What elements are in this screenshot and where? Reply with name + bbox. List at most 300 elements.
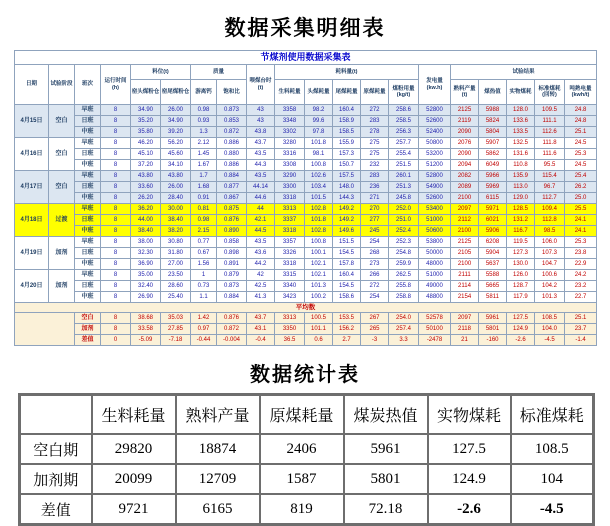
stats-value-cell: 2406 [260,434,344,464]
value-cell: 51200 [419,160,451,171]
value-cell: 2076 [451,138,479,149]
shift-cell: 中班 [75,127,101,138]
stats-value-cell: 819 [260,494,344,525]
value-cell: 0.77 [191,237,217,248]
stats-value-cell: 6165 [176,494,260,525]
value-cell: 126.0 [507,270,535,281]
summary-value-cell: 27.85 [161,324,191,335]
value-cell: 2111 [451,270,479,281]
summary-value-cell: 2118 [451,324,479,335]
value-cell: 8 [101,160,131,171]
value-cell: 8 [101,281,131,292]
value-cell: 24.5 [565,138,597,149]
value-cell: 3280 [275,138,305,149]
value-cell: 101.8 [305,138,333,149]
value-cell: 39.20 [161,127,191,138]
phase-cell: 加剂 [49,237,75,270]
value-cell: 102.6 [305,171,333,182]
header-cell: 标准煤耗(回转) [535,80,565,105]
value-cell: 50600 [419,226,451,237]
shift-cell: 日班 [75,149,101,160]
header-cell: 试验结果 [451,65,597,80]
header-cell: 发电量(kw.h) [419,65,451,105]
shift-cell: 早班 [75,138,101,149]
data-row [15,204,597,215]
date-cell: 4月20日 [15,270,49,303]
value-cell: 266 [361,270,389,281]
value-cell: 8 [101,127,131,138]
value-cell: 236 [361,182,389,193]
shift-cell: 早班 [75,171,101,182]
summary-value-cell: 35.03 [161,313,191,324]
value-cell: 100.8 [305,237,333,248]
value-cell: 252.4 [389,226,419,237]
value-cell: 3337 [275,215,305,226]
value-cell: 23.2 [565,281,597,292]
summary-value-cell: -1.4 [565,335,597,346]
header-cell: 喂煤台时(t) [247,65,275,105]
value-cell: 5588 [479,270,507,281]
value-cell: 272 [361,281,389,292]
value-cell: 25.3 [565,149,597,160]
value-cell: 273 [361,259,389,270]
average-row [15,303,597,313]
stats-row [20,434,594,464]
value-cell: 2125 [451,237,479,248]
header-cell: 窑尾煤粉仓 [161,80,191,105]
value-cell: 52800 [419,171,451,182]
value-cell: 30.00 [161,204,191,215]
value-cell: 112.7 [535,193,565,204]
summary-value-cell: 2097 [451,313,479,324]
value-cell: 6049 [479,160,507,171]
summary-value-cell: 124.9 [507,324,535,335]
stats-header-cell: 标准煤耗 [511,395,594,435]
value-cell: 0.858 [217,237,247,248]
value-cell: 43.80 [161,171,191,182]
value-cell: 37.20 [131,160,161,171]
value-cell: 3348 [275,116,305,127]
value-cell: 22.7 [565,292,597,303]
value-cell: 2105 [451,248,479,259]
phase-cell: 空白 [49,105,75,138]
value-cell: 251.5 [389,160,419,171]
summary-row [15,324,597,335]
value-cell: 3315 [275,270,305,281]
date-cell: 4月15日 [15,105,49,138]
data-row [15,149,597,160]
summary-value-cell: 38.68 [131,313,161,324]
value-cell: 43 [247,105,275,116]
value-cell: 5862 [479,149,507,160]
summary-value-cell: 156.2 [333,324,361,335]
value-cell: 8 [101,116,131,127]
value-cell: 104.2 [535,281,565,292]
summary-value-cell: 257.4 [389,324,419,335]
value-cell: 104.7 [535,259,565,270]
value-cell: 149.6 [333,226,361,237]
shift-cell: 早班 [75,270,101,281]
value-cell: 3300 [275,182,305,193]
value-cell: 36.90 [131,259,161,270]
value-cell: 109.5 [535,105,565,116]
value-cell: 98.1 [305,149,333,160]
summary-value-cell: 0.876 [217,313,247,324]
value-cell: 256.3 [389,127,419,138]
value-cell: 35.00 [131,270,161,281]
data-row [15,259,597,270]
value-cell: 155.9 [333,138,361,149]
value-cell: 97.8 [305,127,333,138]
shift-cell: 早班 [75,105,101,116]
value-cell: 148.0 [333,182,361,193]
summary-value-cell: 5801 [479,324,507,335]
value-cell: 34.10 [161,160,191,171]
summary-value-cell: 33.58 [131,324,161,335]
value-cell: 50800 [419,138,451,149]
value-cell: 8 [101,292,131,303]
summary-value-cell: 1.42 [191,313,217,324]
value-cell: 100.2 [305,292,333,303]
value-cell: 95.5 [535,160,565,171]
shift-cell: 中班 [75,292,101,303]
value-cell: 251.0 [389,215,419,226]
value-cell: 52600 [419,116,451,127]
value-cell: 43.80 [131,171,161,182]
value-cell: 43.8 [247,127,275,138]
value-cell: 30.80 [161,237,191,248]
stats-value-cell: -2.6 [428,494,511,525]
value-cell: 5804 [479,127,507,138]
value-cell: 283 [361,116,389,127]
stats-header-cell: 实物煤耗 [428,395,511,435]
value-cell: 130.0 [507,259,535,270]
value-cell: 0.884 [217,171,247,182]
value-cell: 128.0 [507,105,535,116]
value-cell: 52600 [419,193,451,204]
collection-table-title: 节煤剂使用数据采集表 [15,51,597,65]
value-cell: 128.7 [507,281,535,292]
value-cell: 271 [361,193,389,204]
value-cell: 43.5 [247,237,275,248]
summary-value-cell: 52578 [419,313,451,324]
value-cell: 268 [361,248,389,259]
value-cell: 149.2 [333,215,361,226]
value-cell: 102.1 [305,259,333,270]
header-cell: 熟料产量(t) [451,80,479,105]
value-cell: 8 [101,149,131,160]
header-row-1 [15,65,597,80]
value-cell: 158.5 [333,127,361,138]
summary-value-cell: -2478 [419,335,451,346]
value-cell: 257.7 [389,138,419,149]
shift-cell: 日班 [75,248,101,259]
header-cell: 实物煤耗 [507,80,535,105]
value-cell: 2090 [451,127,479,138]
value-cell: 99.6 [305,116,333,127]
value-cell: 106.0 [535,237,565,248]
value-cell: 252.0 [389,204,419,215]
summary-value-cell: -2.6 [507,335,535,346]
value-cell: 6021 [479,215,507,226]
summary-value-cell: 8 [101,313,131,324]
data-row [15,182,597,193]
value-cell: 44 [247,204,275,215]
value-cell: 2090 [451,149,479,160]
stats-value-cell: 20099 [92,464,176,494]
header-cell: 煤热值 [479,80,507,105]
value-cell: 8 [101,182,131,193]
value-cell: 0.877 [217,182,247,193]
value-cell: 3340 [275,281,305,292]
value-cell: 0.891 [217,259,247,270]
value-cell: 27.00 [161,259,191,270]
value-cell: 154.5 [333,248,361,259]
date-cell: 4月19日 [15,237,49,270]
value-cell: 258.5 [389,116,419,127]
value-cell: 102.8 [305,226,333,237]
value-cell: 43.7 [247,138,275,149]
value-cell: 43.5 [247,171,275,182]
value-cell: 100.8 [305,160,333,171]
value-cell: 0.880 [217,149,247,160]
value-cell: 26.00 [161,105,191,116]
value-cell: 112.8 [535,215,565,226]
value-cell: 54900 [419,182,451,193]
summary-value-cell: 100.5 [305,313,333,324]
summary-value-cell: -160 [479,335,507,346]
value-cell: 98.2 [305,105,333,116]
summary-row [15,313,597,324]
value-cell: 100.1 [305,248,333,259]
value-cell: 1.3 [191,127,217,138]
phase-cell: 空白 [49,171,75,204]
value-cell: 3316 [275,149,305,160]
value-cell: 31.80 [161,248,191,259]
value-cell: 1.1 [191,292,217,303]
value-cell: 28.60 [161,281,191,292]
stats-value-cell: -4.5 [511,494,594,525]
value-cell: 2100 [451,226,479,237]
shift-cell: 中班 [75,226,101,237]
stats-table-body [20,434,594,525]
value-cell: 6208 [479,237,507,248]
data-row [15,105,597,116]
value-cell: 32.30 [131,248,161,259]
value-cell: 0.81 [191,204,217,215]
header-cell: 游离钙 [191,80,217,105]
value-cell: 251.3 [389,182,419,193]
value-cell: 8 [101,204,131,215]
value-cell: 5988 [479,105,507,116]
value-cell: 0.91 [191,193,217,204]
summary-value-cell: 8 [101,324,131,335]
value-cell: 0.876 [217,215,247,226]
value-cell: 2089 [451,182,479,193]
value-cell: 24.5 [565,160,597,171]
value-cell: 8 [101,237,131,248]
value-cell: 258.8 [389,292,419,303]
summary-value-cell: 101.1 [305,324,333,335]
value-cell: 0.853 [217,116,247,127]
value-cell: 43.5 [247,149,275,160]
value-cell: 270 [361,204,389,215]
summary-label-cell: 加剂 [75,324,101,335]
value-cell: 1.7 [191,171,217,182]
summary-value-cell: 0.872 [217,324,247,335]
summary-spacer [15,313,75,346]
summary-value-cell: 108.5 [535,313,565,324]
value-cell: 25.1 [565,127,597,138]
summary-value-cell: 0.97 [191,324,217,335]
value-cell: 0.875 [217,204,247,215]
value-cell: 0.98 [191,105,217,116]
value-cell: 2.12 [191,138,217,149]
summary-value-cell: 0.6 [305,335,333,346]
header-cell: 日期 [15,65,49,105]
header-cell: 吨熟电量(kwh/t) [565,80,597,105]
stats-table-title: 数据统计表 [250,364,360,386]
value-cell: 101.8 [305,215,333,226]
date-cell: 4月17日 [15,171,49,204]
value-cell: 23.8 [565,248,597,259]
header-cell: 饱和比 [217,80,247,105]
value-cell: 1 [191,270,217,281]
summary-value-cell: 5961 [479,313,507,324]
value-cell: 110.8 [507,160,535,171]
value-cell: 111.8 [535,138,565,149]
value-cell: 38.00 [131,237,161,248]
value-cell: 127.3 [507,248,535,259]
value-cell: 8 [101,171,131,182]
value-cell: 8 [101,259,131,270]
value-cell: 0.873 [217,281,247,292]
summary-value-cell: -7.18 [161,335,191,346]
value-cell: 278 [361,127,389,138]
shift-cell: 早班 [75,204,101,215]
value-cell: 8 [101,248,131,259]
value-cell: 101.3 [535,292,565,303]
summary-value-cell: -0.4 [247,335,275,346]
data-row [15,193,597,204]
header-cell: 尾煤耗量 [333,80,361,105]
value-cell: 5637 [479,259,507,270]
data-row [15,171,597,182]
shift-cell: 早班 [75,237,101,248]
value-cell: 51000 [419,270,451,281]
value-cell: 8 [101,270,131,281]
value-cell: 3313 [275,204,305,215]
value-cell: 44.2 [247,259,275,270]
value-cell: 2100 [451,193,479,204]
value-cell: 258.6 [389,105,419,116]
date-cell: 4月16日 [15,138,49,171]
header-cell: 窑头煤粉仓 [131,80,161,105]
summary-value-cell: 25.1 [565,313,597,324]
value-cell: 107.3 [535,248,565,259]
value-cell: 36.20 [131,204,161,215]
value-cell: 34.90 [131,105,161,116]
value-cell: 158.9 [333,116,361,127]
shift-cell: 中班 [75,259,101,270]
data-row [15,215,597,226]
shift-cell: 中班 [75,160,101,171]
value-cell: 26.2 [565,182,597,193]
summary-value-cell: 104.0 [535,324,565,335]
value-cell: 33.60 [131,182,161,193]
value-cell: 101.3 [305,281,333,292]
value-cell: 38.40 [131,226,161,237]
value-cell: 24.1 [565,226,597,237]
value-cell: 98.5 [535,226,565,237]
value-cell: 3423 [275,292,305,303]
value-cell: 46.20 [131,138,161,149]
value-cell: 8 [101,193,131,204]
value-cell: 101.5 [305,193,333,204]
value-cell: 2100 [451,259,479,270]
value-cell: 45.10 [131,149,161,160]
value-cell: 25.40 [161,292,191,303]
value-cell: 41.3 [247,292,275,303]
value-cell: 0.886 [217,160,247,171]
header-cell: 煤粉用量(kg/t) [389,80,419,105]
summary-value-cell: 21 [451,335,479,346]
value-cell: 28.40 [161,193,191,204]
data-row [15,248,597,259]
value-cell: 24.2 [565,270,597,281]
collection-table-head [15,51,597,105]
stats-value-cell: 1587 [260,464,344,494]
value-cell: 149.2 [333,204,361,215]
value-cell: 52400 [419,127,451,138]
value-cell: 44.00 [131,215,161,226]
value-cell: 111.1 [535,116,565,127]
header-cell: 料位(t) [131,65,191,80]
value-cell: 34.90 [161,116,191,127]
summary-value-cell: -3 [361,335,389,346]
stats-value-cell: 9721 [92,494,176,525]
summary-value-cell: 50100 [419,324,451,335]
data-row [15,281,597,292]
summary-value-cell: 153.5 [333,313,361,324]
value-cell: 50000 [419,248,451,259]
value-cell: 160.4 [333,105,361,116]
summary-value-cell: 267 [361,313,389,324]
summary-value-cell: -0.004 [217,335,247,346]
value-cell: 5969 [479,182,507,193]
value-cell: 2114 [451,281,479,292]
data-row [15,226,597,237]
value-cell: 283 [361,171,389,182]
value-cell: 117.9 [507,292,535,303]
value-cell: 44.3 [247,160,275,171]
shift-cell: 日班 [75,215,101,226]
stats-value-cell: 29820 [92,434,176,464]
value-cell: 245.8 [389,193,419,204]
stats-value-cell: 104 [511,464,594,494]
value-cell: 24.1 [565,215,597,226]
value-cell: 3302 [275,127,305,138]
collection-table [14,50,597,346]
value-cell: 2119 [451,116,479,127]
summary-value-cell: -4.5 [535,335,565,346]
stats-value-cell: 5961 [344,434,428,464]
value-cell: 272 [361,105,389,116]
value-cell: 113.0 [507,182,535,193]
value-cell: 0.890 [217,226,247,237]
value-cell: 0.872 [217,127,247,138]
summary-value-cell: 36.5 [275,335,305,346]
